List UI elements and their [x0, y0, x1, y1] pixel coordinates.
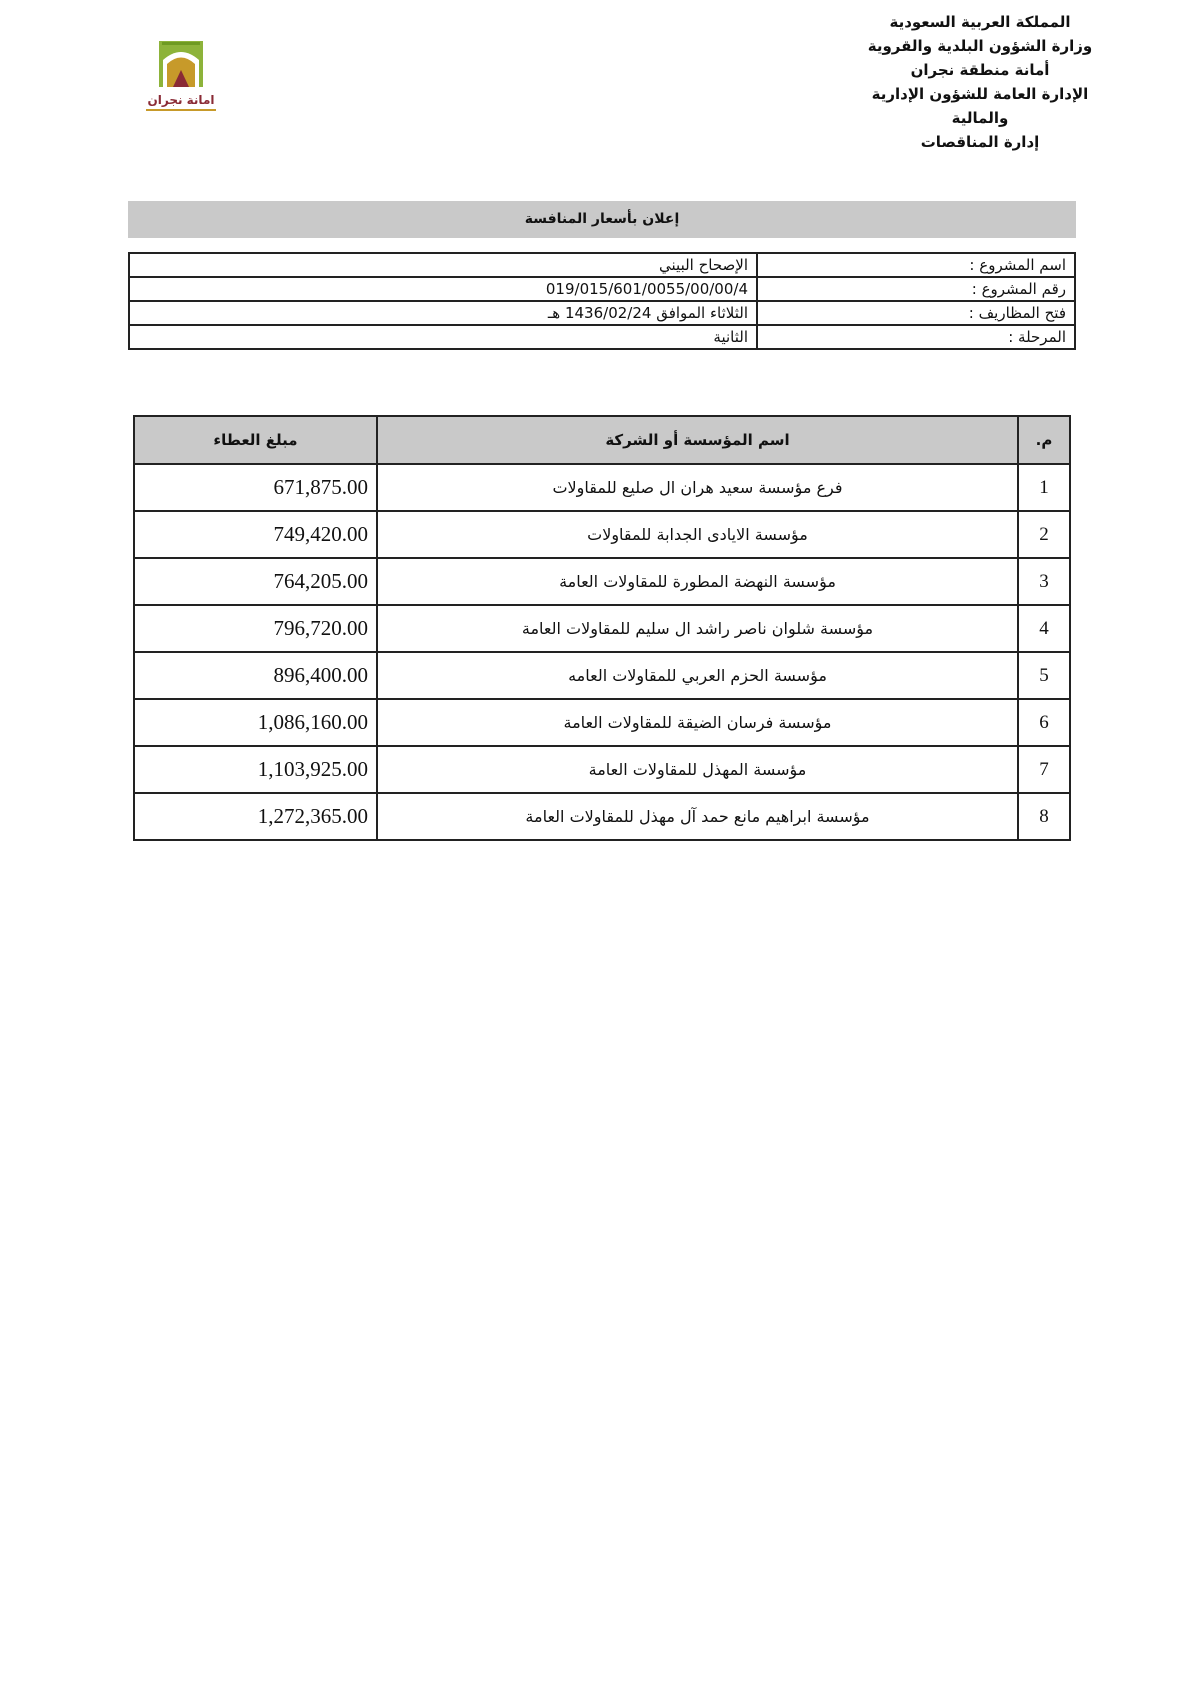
row-number: 1	[1018, 464, 1070, 511]
row-number: 7	[1018, 746, 1070, 793]
company-name: مؤسسة النهضة المطورة للمقاولات العامة	[377, 558, 1018, 605]
info-value: الثانية	[129, 325, 757, 349]
row-number: 5	[1018, 652, 1070, 699]
info-value: 019/015/601/0055/00/00/4	[129, 277, 757, 301]
col-header-company: اسم المؤسسة أو الشركة	[377, 416, 1018, 464]
company-name: فرع مؤسسة سعيد هران ال صليع للمقاولات	[377, 464, 1018, 511]
table-row	[134, 793, 1070, 840]
col-header-number: م.	[1018, 416, 1070, 464]
table-row	[134, 558, 1070, 605]
company-name: مؤسسة الحزم العربي للمقاولات العامه	[377, 652, 1018, 699]
row-number: 8	[1018, 793, 1070, 840]
header-line: إدارة المناقصات	[920, 133, 1040, 151]
row-number: 2	[1018, 511, 1070, 558]
row-number: 6	[1018, 699, 1070, 746]
header-line: والمالية	[951, 109, 1009, 127]
company-name: مؤسسة الايادى الجدابة للمقاولات	[377, 511, 1018, 558]
info-label: اسم المشروع :	[757, 253, 1075, 277]
project-info-table	[128, 252, 1076, 350]
table-row	[134, 511, 1070, 558]
announcement-title: إعلان بأسعار المنافسة	[128, 201, 1076, 238]
row-number: 4	[1018, 605, 1070, 652]
info-label: فتح المظاريف :	[757, 301, 1075, 325]
info-row	[129, 253, 1075, 277]
company-name: مؤسسة ابراهيم مانع حمد آل مهذل للمقاولات العامة	[377, 793, 1018, 840]
bid-amount: 796,720.00	[134, 605, 377, 652]
table-row	[134, 746, 1070, 793]
table-row	[134, 464, 1070, 511]
info-row	[129, 277, 1075, 301]
info-value: الثلاثاء الموافق 1436/02/24 هـ	[129, 301, 757, 325]
bid-amount: 749,420.00	[134, 511, 377, 558]
row-number: 3	[1018, 558, 1070, 605]
table-row	[134, 605, 1070, 652]
company-name: مؤسسة المهذل للمقاولات العامة	[377, 746, 1018, 793]
bid-amount: 671,875.00	[134, 464, 377, 511]
company-name: مؤسسة شلوان ناصر راشد ال سليم للمقاولات العامة	[377, 605, 1018, 652]
bid-amount: 1,103,925.00	[134, 746, 377, 793]
bid-amount: 764,205.00	[134, 558, 377, 605]
letterhead	[770, 10, 1190, 154]
header-line: أمانة منطقة نجران	[910, 61, 1050, 79]
info-row	[129, 325, 1075, 349]
header-line: المملكة العربية السعودية	[889, 13, 1071, 31]
najran-municipality-logo	[140, 38, 222, 118]
bid-amount: 896,400.00	[134, 652, 377, 699]
table-row	[134, 699, 1070, 746]
svg-text:امانة نجران: امانة نجران	[147, 93, 215, 107]
header-line: الإدارة العامة للشؤون الإدارية	[871, 85, 1089, 103]
header-line: وزارة الشؤون البلدية والقروية	[867, 37, 1093, 55]
bids-table	[133, 415, 1071, 841]
info-label: المرحلة :	[757, 325, 1075, 349]
info-row	[129, 301, 1075, 325]
company-name: مؤسسة فرسان الضيقة للمقاولات العامة	[377, 699, 1018, 746]
col-header-amount: مبلغ العطاء	[134, 416, 377, 464]
bid-amount: 1,086,160.00	[134, 699, 377, 746]
table-row	[134, 652, 1070, 699]
info-value: الإصحاح البيني	[129, 253, 757, 277]
info-label: رقم المشروع :	[757, 277, 1075, 301]
bids-header-row	[134, 416, 1070, 464]
bid-amount: 1,272,365.00	[134, 793, 377, 840]
